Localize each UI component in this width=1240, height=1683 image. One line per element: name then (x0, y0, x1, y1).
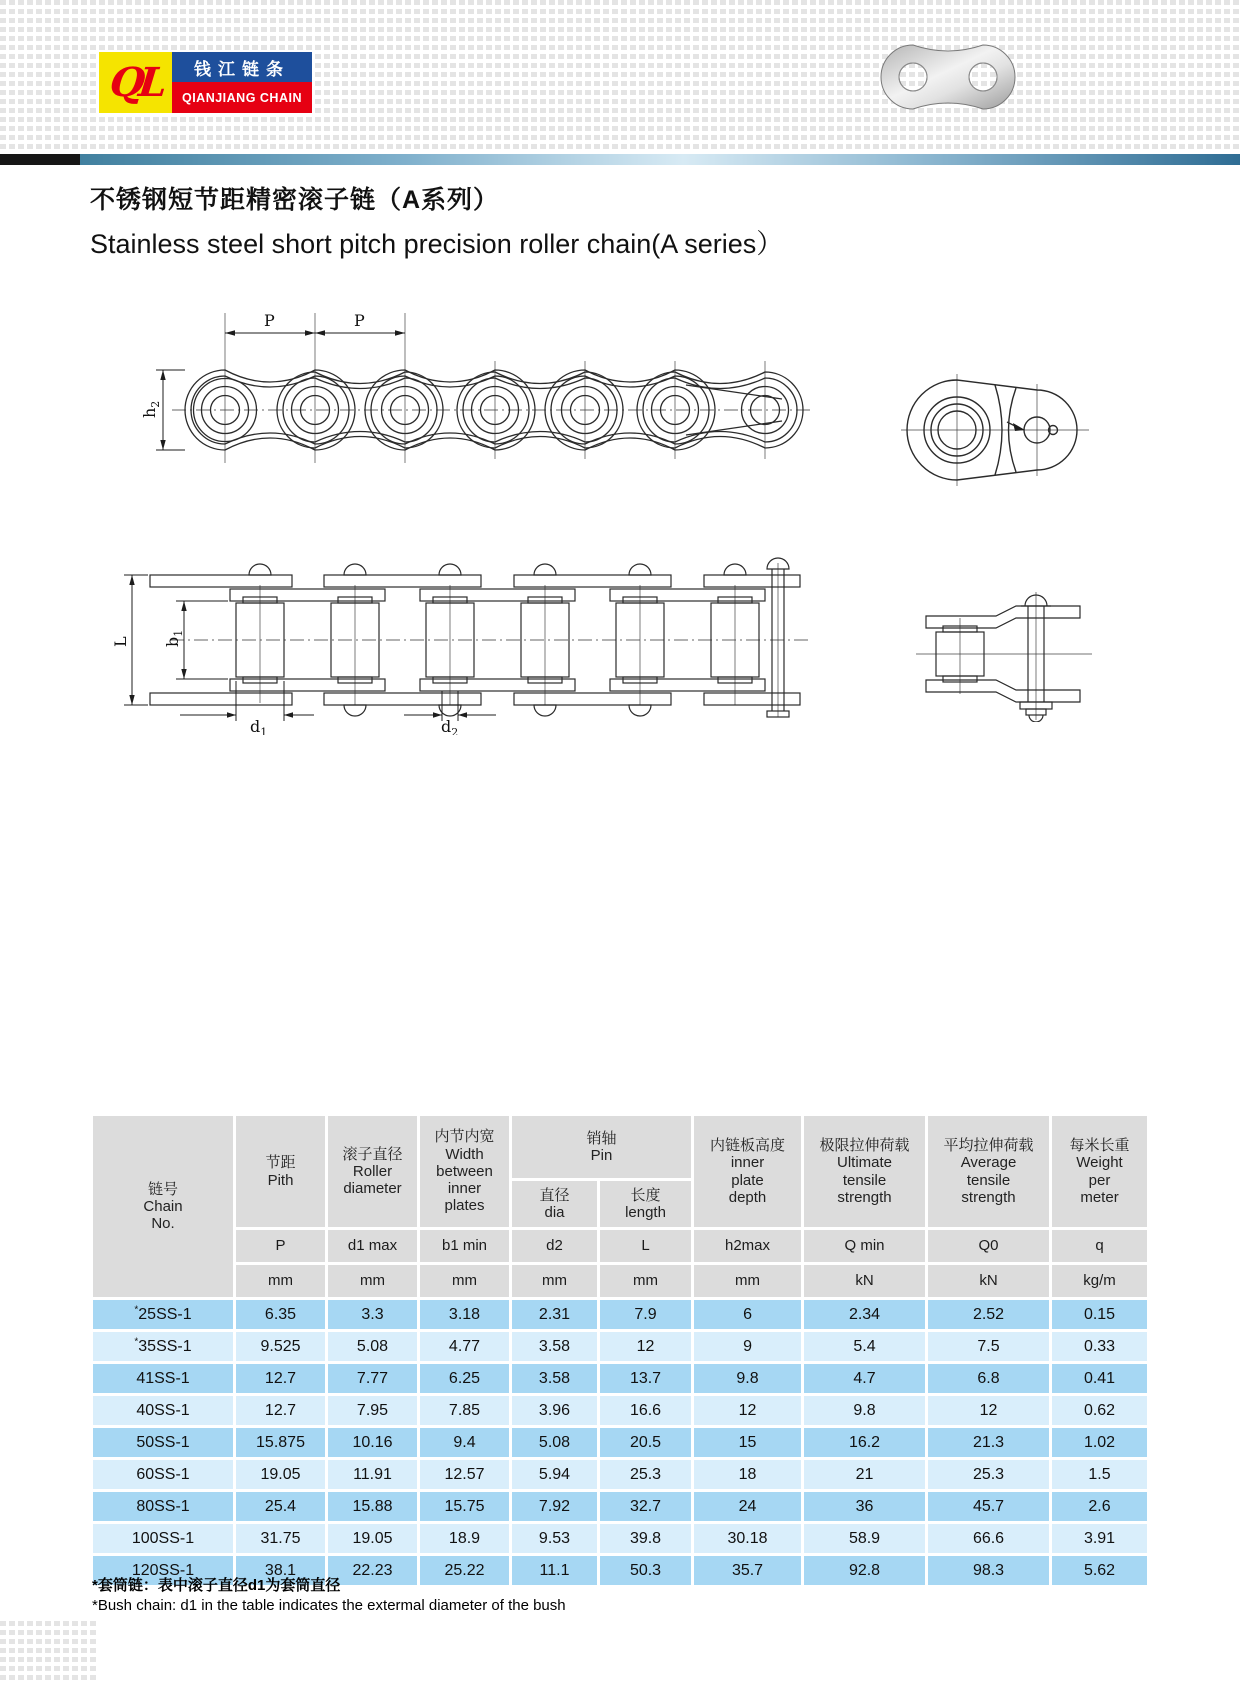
table-header-row-1 (93, 1116, 1147, 1178)
col-header-chain-en: Chain No. (143, 1197, 183, 1233)
value-cell: 7.95 (328, 1396, 417, 1425)
value-cell: 5.08 (328, 1332, 417, 1361)
chain-link-image (868, 38, 1028, 116)
inner-width-dim-label: $b_1$ (163, 629, 185, 647)
footnote-en: *Bush chain: d1 in the table indicates the extermal diameter of the bush (92, 1597, 566, 1615)
symbol-cell: q (1052, 1230, 1147, 1262)
value-cell: 50.3 (600, 1556, 691, 1585)
footer-pattern (0, 1621, 96, 1683)
weight-cn: 每米长重 (1069, 1137, 1130, 1154)
col-header-pin-dia (512, 1181, 597, 1227)
value-cell: 18 (694, 1460, 801, 1489)
value-cell: 9.53 (512, 1524, 597, 1553)
col-header-pitch (236, 1116, 325, 1227)
value-cell: 9.525 (236, 1332, 325, 1361)
chain-no-cell: *35SS-1 (93, 1332, 233, 1361)
value-cell: 7.85 (420, 1396, 509, 1425)
unit-cell: mm (600, 1265, 691, 1297)
table-unit-row (93, 1265, 1147, 1297)
value-cell: 7.9 (600, 1300, 691, 1329)
value-cell: 39.8 (600, 1524, 691, 1553)
logo-text (172, 52, 312, 113)
value-cell: 15.88 (328, 1492, 417, 1521)
value-cell: 0.33 (1052, 1332, 1147, 1361)
value-cell: 12 (694, 1396, 801, 1425)
symbol-cell: b1 min (420, 1230, 509, 1262)
symbol-cell: d2 (512, 1230, 597, 1262)
value-cell: 1.02 (1052, 1428, 1147, 1457)
dia-cn: 直径 (539, 1186, 570, 1204)
value-cell: 25.22 (420, 1556, 509, 1585)
value-cell: 12.57 (420, 1460, 509, 1489)
length-en: length (625, 1204, 666, 1221)
ultimate-cn: 极限拉伸荷载 (819, 1137, 910, 1154)
width-en: Width between inner plates (436, 1145, 493, 1215)
value-cell: 6 (694, 1300, 801, 1329)
unit-cell: mm (694, 1265, 801, 1297)
unit-cell: kg/m (1052, 1265, 1147, 1297)
col-header-chain-cn: 链号 (147, 1180, 178, 1198)
plate-en: inner plate depth (728, 1154, 767, 1206)
value-cell: 6.35 (236, 1300, 325, 1329)
value-cell: 15.875 (236, 1428, 325, 1457)
value-cell: 0.41 (1052, 1364, 1147, 1393)
col-header-weight (1052, 1116, 1147, 1227)
title-block (90, 180, 783, 261)
value-cell: 4.77 (420, 1332, 509, 1361)
divider-blue-bar (80, 154, 1240, 165)
chain-no-cell: 60SS-1 (93, 1460, 233, 1489)
average-cn: 平均拉伸荷载 (943, 1137, 1034, 1154)
value-cell: 0.62 (1052, 1396, 1147, 1425)
chain-no-cell: 50SS-1 (93, 1428, 233, 1457)
value-cell: 18.9 (420, 1524, 509, 1553)
chain-no-cell: 40SS-1 (93, 1396, 233, 1425)
col-header-ultimate-strength (804, 1116, 925, 1227)
value-cell: 22.23 (328, 1556, 417, 1585)
roller-cn: 滚子直径 (342, 1145, 403, 1163)
value-cell: 6.8 (928, 1364, 1049, 1393)
value-cell: 7.92 (512, 1492, 597, 1521)
value-cell: 7.77 (328, 1364, 417, 1393)
col-header-roller-diameter (328, 1116, 417, 1227)
value-cell: 98.3 (928, 1556, 1049, 1585)
value-cell: 2.31 (512, 1300, 597, 1329)
value-cell: 0.15 (1052, 1300, 1147, 1329)
table-row (93, 1300, 1147, 1329)
value-cell: 16.6 (600, 1396, 691, 1425)
value-cell: 2.52 (928, 1300, 1049, 1329)
ultimate-en: Ultimate tensile strength (837, 1154, 893, 1206)
average-en: Average tensile strength (960, 1154, 1017, 1206)
value-cell: 9.8 (804, 1396, 925, 1425)
col-header-inner-width (420, 1116, 509, 1227)
value-cell: 3.96 (512, 1396, 597, 1425)
value-cell: 3.18 (420, 1300, 509, 1329)
value-cell: 3.3 (328, 1300, 417, 1329)
value-cell: 35.7 (694, 1556, 801, 1585)
value-cell: 3.91 (1052, 1524, 1147, 1553)
length-cn: 长度 (630, 1186, 661, 1204)
value-cell: 66.6 (928, 1524, 1049, 1553)
unit-cell: mm (512, 1265, 597, 1297)
plate-cn: 内链板高度 (710, 1137, 786, 1154)
weight-en: Weight per meter (1076, 1154, 1123, 1206)
link-side-view-drawing (895, 372, 1095, 492)
value-cell: 5.94 (512, 1460, 597, 1489)
value-cell: 24 (694, 1492, 801, 1521)
unit-cell: mm (420, 1265, 509, 1297)
chain-plan-view-drawing (110, 545, 810, 735)
table-row (93, 1396, 1147, 1425)
roller-en: Roller diameter (343, 1162, 402, 1198)
pitch-dim-label-2: P (354, 311, 365, 330)
value-cell: 45.7 (928, 1492, 1049, 1521)
symbol-cell: h2max (694, 1230, 801, 1262)
value-cell: 4.7 (804, 1364, 925, 1393)
chain-no-cell: 80SS-1 (93, 1492, 233, 1521)
value-cell: 11.1 (512, 1556, 597, 1585)
value-cell: 9.8 (694, 1364, 801, 1393)
chain-no-cell: 41SS-1 (93, 1364, 233, 1393)
value-cell: 5.08 (512, 1428, 597, 1457)
plate-height-dim-label: $h_2$ (140, 400, 162, 418)
divider-black-segment (0, 154, 80, 165)
logo-monogram-icon (99, 52, 172, 113)
width-cn: 内节内宽 (434, 1128, 495, 1146)
pitch-dim-label-1: P (264, 311, 275, 330)
value-cell: 9 (694, 1332, 801, 1361)
value-cell: 12 (600, 1332, 691, 1361)
value-cell: 2.6 (1052, 1492, 1147, 1521)
value-cell: 15 (694, 1428, 801, 1457)
col-header-pin-group (512, 1116, 691, 1178)
connecting-link-plan-drawing (908, 582, 1098, 722)
pin-en: Pin (590, 1147, 613, 1164)
col-header-chain-no (93, 1116, 233, 1297)
symbol-cell: Q0 (928, 1230, 1049, 1262)
value-cell: 31.75 (236, 1524, 325, 1553)
col-header-pin-length (600, 1181, 691, 1227)
pitch-en: Pith (267, 1171, 294, 1189)
pin-cn: 销轴 (586, 1129, 617, 1147)
table-row (93, 1332, 1147, 1361)
value-cell: 36 (804, 1492, 925, 1521)
value-cell: 12 (928, 1396, 1049, 1425)
footnote-cn: *套筒链：表中滚子直径d1为套筒直径 (92, 1577, 341, 1594)
value-cell: 20.5 (600, 1428, 691, 1457)
table-row (93, 1428, 1147, 1457)
brand-name-en: QIANJIANG CHAIN (172, 82, 312, 113)
value-cell: 12.7 (236, 1396, 325, 1425)
value-cell: 25.3 (600, 1460, 691, 1489)
value-cell: 58.9 (804, 1524, 925, 1553)
chain-no-cell: 120SS-1 (93, 1556, 233, 1585)
page-title-en: Stainless steel short pitch precision roller chain(A series） (90, 229, 784, 259)
value-cell: 5.62 (1052, 1556, 1147, 1585)
table-symbol-row (93, 1230, 1147, 1262)
dia-en: dia (544, 1204, 565, 1221)
col-header-plate-depth (694, 1116, 801, 1227)
value-cell: 10.16 (328, 1428, 417, 1457)
value-cell: 15.75 (420, 1492, 509, 1521)
symbol-cell: P (236, 1230, 325, 1262)
value-cell: 6.25 (420, 1364, 509, 1393)
value-cell: 32.7 (600, 1492, 691, 1521)
value-cell: 3.58 (512, 1364, 597, 1393)
chain-no-cell: 100SS-1 (93, 1524, 233, 1553)
table-row (93, 1492, 1147, 1521)
value-cell: 25.4 (236, 1492, 325, 1521)
value-cell: 13.7 (600, 1364, 691, 1393)
brand-name-cn: 钱江链条 (172, 52, 312, 82)
value-cell: 12.7 (236, 1364, 325, 1393)
table-row (93, 1364, 1147, 1393)
value-cell: 25.3 (928, 1460, 1049, 1489)
footnotes (92, 1576, 566, 1617)
symbol-cell: Q min (804, 1230, 925, 1262)
value-cell: 5.4 (804, 1332, 925, 1361)
value-cell: 1.5 (1052, 1460, 1147, 1489)
value-cell: 19.05 (328, 1524, 417, 1553)
value-cell: 30.18 (694, 1524, 801, 1553)
value-cell: 16.2 (804, 1428, 925, 1457)
chain-side-view-drawing (130, 295, 820, 490)
symbol-cell: L (600, 1230, 691, 1262)
unit-cell: mm (328, 1265, 417, 1297)
spec-table (90, 1113, 1150, 1588)
value-cell: 9.4 (420, 1428, 509, 1457)
pin-dia-dim-label: $d_2$ (441, 717, 459, 735)
value-cell: 3.58 (512, 1332, 597, 1361)
unit-cell: kN (804, 1265, 925, 1297)
col-header-average-strength (928, 1116, 1049, 1227)
value-cell: 21.3 (928, 1428, 1049, 1457)
value-cell: 2.34 (804, 1300, 925, 1329)
pitch-cn: 节距 (265, 1154, 296, 1172)
value-cell: 92.8 (804, 1556, 925, 1585)
value-cell: 21 (804, 1460, 925, 1489)
value-cell: 7.5 (928, 1332, 1049, 1361)
symbol-cell: d1 max (328, 1230, 417, 1262)
table-row (93, 1524, 1147, 1553)
logo-monogram: QL (107, 58, 164, 106)
table-row (93, 1460, 1147, 1489)
chain-no-cell: *25SS-1 (93, 1300, 233, 1329)
value-cell: 38.1 (236, 1556, 325, 1585)
page-title-cn: 不锈钢短节距精密滚子链（A系列） (90, 186, 500, 214)
unit-cell: kN (928, 1265, 1049, 1297)
company-logo (99, 52, 312, 113)
spec-table-body (93, 1300, 1147, 1585)
pin-length-dim-label: L (111, 636, 130, 647)
value-cell: 11.91 (328, 1460, 417, 1489)
roller-dia-dim-label: $d_1$ (250, 717, 268, 735)
value-cell: 19.05 (236, 1460, 325, 1489)
unit-cell: mm (236, 1265, 325, 1297)
